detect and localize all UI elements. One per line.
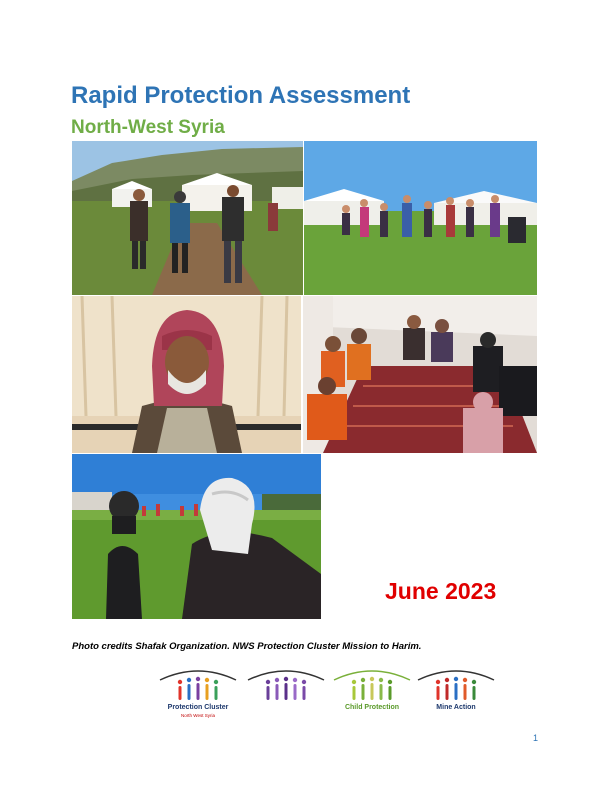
mine-action-emblem xyxy=(414,666,498,706)
logo-sublabel: North West Syria xyxy=(181,713,215,718)
photo-child-and-man xyxy=(72,454,321,619)
protection-cluster-logo xyxy=(156,666,240,726)
photo-group-discussion xyxy=(303,296,537,453)
document-title: Rapid Protection Assessment xyxy=(71,82,411,109)
logo-label: Child Protection xyxy=(344,704,400,711)
gbv-logo xyxy=(244,666,328,726)
child-protection-emblem xyxy=(330,666,414,706)
photo-tent-camp-walk xyxy=(72,141,303,295)
logo-label: Mine Action xyxy=(436,704,476,711)
child-protection-logo xyxy=(330,666,414,726)
document-subtitle: North-West Syria xyxy=(71,117,225,138)
document-date: June 2023 xyxy=(385,578,497,604)
page-number: 1 xyxy=(533,733,539,743)
logo-label: Protection Cluster xyxy=(167,704,229,711)
photo-children-field xyxy=(304,141,537,295)
protection-cluster-emblem xyxy=(156,666,240,706)
photo-credits: Photo credits Shafak Organization. NWS Protection Cluster Mission to Harim. xyxy=(72,641,422,652)
gbv-emblem xyxy=(244,666,328,706)
mine-action-logo xyxy=(414,666,498,726)
photo-elderly-man xyxy=(72,296,301,453)
